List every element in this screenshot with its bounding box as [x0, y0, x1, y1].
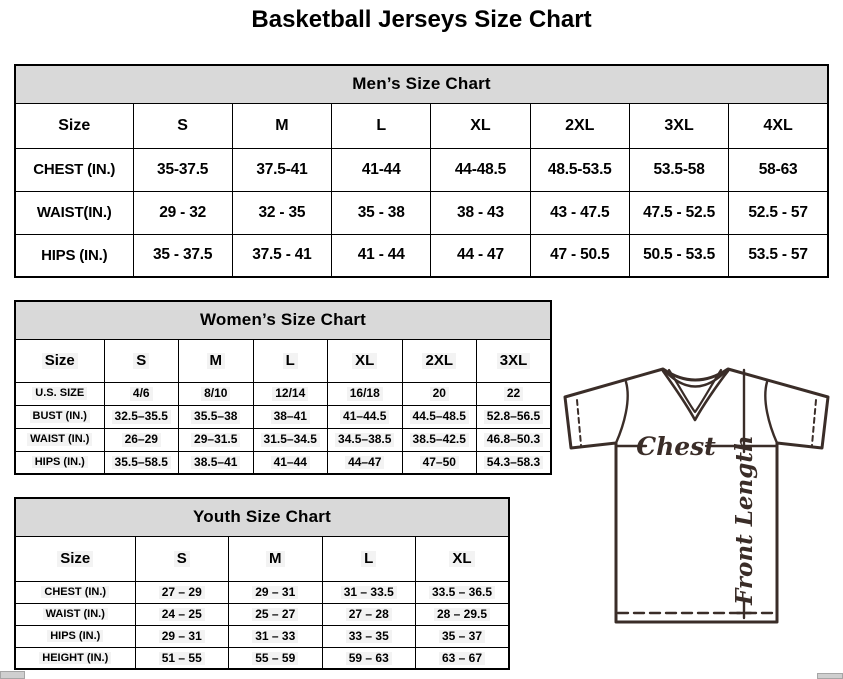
- cell-text: 46.8–50.3: [484, 433, 543, 446]
- table-title-row: [15, 301, 551, 339]
- cell-text: 12/14: [272, 387, 308, 400]
- value-cell: [135, 647, 229, 669]
- value-cell: [322, 603, 416, 625]
- row-label: [15, 603, 135, 625]
- value-cell: [416, 603, 510, 625]
- cell-text: 35 – 37: [439, 630, 485, 643]
- cell-text: HEIGHT (IN.): [39, 652, 111, 664]
- row-label: [15, 625, 135, 647]
- value-cell: [253, 405, 328, 428]
- size-column-header: [729, 103, 828, 148]
- size-column-header: [431, 103, 530, 148]
- cell-text: 47.5 - 52.5: [643, 203, 715, 221]
- value-cell: [322, 625, 416, 647]
- value-cell: [729, 234, 828, 277]
- cell-text: 2XL: [422, 353, 456, 370]
- cell-text: 53.5-58: [653, 160, 705, 178]
- value-cell: [229, 625, 323, 647]
- table-row: [15, 405, 551, 428]
- cell-text: 33 – 35: [346, 630, 392, 643]
- value-cell: [253, 451, 328, 474]
- value-cell: [416, 625, 510, 647]
- row-label: [15, 647, 135, 669]
- value-cell: [431, 148, 530, 191]
- cell-text: S: [177, 116, 188, 134]
- cell-text: 29 – 31: [159, 630, 205, 643]
- size-column-header: [402, 339, 477, 382]
- front-length-label: Front Length: [731, 435, 758, 605]
- cell-text: 38.5–41: [191, 456, 240, 469]
- row-label: [15, 234, 133, 277]
- value-cell: [179, 405, 254, 428]
- youth-table-title: Youth Size Chart: [15, 498, 509, 536]
- cell-text: 41 - 44: [357, 246, 405, 264]
- jersey-diagram-svg: [550, 355, 843, 645]
- cell-text: XL: [470, 116, 491, 134]
- row-label: [15, 428, 104, 451]
- value-cell: [104, 405, 179, 428]
- value-cell: [229, 603, 323, 625]
- table-row: [15, 428, 551, 451]
- value-cell: [322, 647, 416, 669]
- row-label: [15, 451, 104, 474]
- value-cell: [328, 405, 403, 428]
- cell-text: 63 – 67: [439, 652, 485, 665]
- row-label: [15, 382, 104, 405]
- table-title-row: [15, 65, 828, 103]
- cell-text: 43 - 47.5: [550, 203, 610, 221]
- value-cell: [232, 191, 331, 234]
- cell-text: 22: [504, 387, 523, 400]
- value-cell: [477, 428, 552, 451]
- value-cell: [179, 451, 254, 474]
- size-column-header: [416, 536, 510, 581]
- cell-text: 3XL: [664, 116, 694, 134]
- cell-text: L: [376, 116, 387, 134]
- cell-text: 44-48.5: [454, 160, 507, 178]
- cell-text: 35.5–38: [191, 410, 240, 423]
- cell-text: 35 - 37.5: [152, 246, 213, 264]
- value-cell: [179, 382, 254, 405]
- cell-text: L: [283, 353, 298, 370]
- cell-text: 59 – 63: [346, 652, 392, 665]
- cell-text: WAIST(IN.): [36, 204, 112, 221]
- cell-text: 38–41: [271, 410, 310, 423]
- table-row: [15, 625, 509, 647]
- cell-text: Size: [57, 551, 93, 568]
- value-cell: [328, 451, 403, 474]
- table-title-row: [15, 498, 509, 536]
- value-cell: [416, 647, 510, 669]
- cell-text: 47–50: [420, 456, 459, 469]
- size-column-header: [229, 536, 323, 581]
- value-cell: [253, 428, 328, 451]
- value-cell: [530, 148, 629, 191]
- size-header-row: [15, 536, 509, 581]
- value-cell: [229, 581, 323, 603]
- cell-text: 4XL: [763, 116, 793, 134]
- cell-text: 37.5 - 41: [252, 246, 312, 264]
- value-cell: [328, 382, 403, 405]
- cell-text: 25 – 27: [252, 608, 298, 621]
- value-cell: [104, 451, 179, 474]
- cell-text: 2XL: [565, 116, 595, 134]
- cell-text: BUST (IN.): [30, 410, 90, 422]
- cell-text: 29 - 32: [159, 203, 207, 221]
- jersey-measurement-diagram: [550, 355, 843, 645]
- cell-text: 32.5–35.5: [112, 410, 171, 423]
- row-label: [15, 148, 133, 191]
- cell-text: 29–31.5: [191, 433, 240, 446]
- cell-text: 4/6: [130, 387, 153, 400]
- size-corner-header: [15, 339, 104, 382]
- cell-text: 20: [430, 387, 449, 400]
- value-cell: [416, 581, 510, 603]
- value-cell: [431, 191, 530, 234]
- value-cell: [332, 191, 431, 234]
- table-row: [15, 191, 828, 234]
- table-row: [15, 234, 828, 277]
- size-column-header: [104, 339, 179, 382]
- cell-text: WAIST (IN.): [43, 608, 108, 620]
- cell-text: CHEST (IN.): [33, 161, 116, 178]
- jersey-outline: [565, 369, 828, 622]
- cell-text: L: [361, 551, 376, 568]
- value-cell: [477, 451, 552, 474]
- cell-text: 55 – 59: [252, 652, 298, 665]
- value-cell: [477, 382, 552, 405]
- cell-text: M: [207, 353, 226, 370]
- cell-text: M: [275, 116, 289, 134]
- value-cell: [328, 428, 403, 451]
- value-cell: [133, 148, 232, 191]
- cell-text: XL: [352, 353, 377, 370]
- size-column-header: [328, 339, 403, 382]
- cell-text: 31 – 33.5: [341, 586, 397, 599]
- value-cell: [530, 191, 629, 234]
- cell-text: U.S. SIZE: [32, 387, 87, 399]
- cell-text: 38.5–42.5: [410, 433, 469, 446]
- value-cell: [133, 234, 232, 277]
- table-row: [15, 148, 828, 191]
- cell-text: 44–47: [345, 456, 384, 469]
- cell-text: 8/10: [201, 387, 230, 400]
- value-cell: [322, 581, 416, 603]
- size-column-header: [332, 103, 431, 148]
- cell-text: 35-37.5: [157, 160, 209, 178]
- size-column-header: [530, 103, 629, 148]
- row-label: [15, 581, 135, 603]
- cell-text: 50.5 - 53.5: [643, 246, 715, 264]
- mens-size-chart-table: [14, 64, 829, 278]
- cell-text: 54.3–58.3: [484, 456, 543, 469]
- chest-label: Chest: [636, 432, 716, 461]
- value-cell: [232, 148, 331, 191]
- cell-text: S: [174, 551, 190, 568]
- cell-text: WAIST (IN.): [27, 433, 92, 445]
- cell-text: 33.5 – 36.5: [429, 586, 495, 599]
- womens-size-chart-table: [14, 300, 552, 475]
- cell-text: 44 - 47: [457, 246, 504, 264]
- cell-text: 48.5-53.5: [547, 160, 612, 178]
- value-cell: [104, 382, 179, 405]
- value-cell: [530, 234, 629, 277]
- value-cell: [104, 428, 179, 451]
- cell-text: 41–44.5: [340, 410, 389, 423]
- cell-text: 38 - 43: [457, 203, 504, 221]
- cell-text: 41–44: [271, 456, 310, 469]
- cell-text: 47 - 50.5: [550, 246, 610, 264]
- value-cell: [402, 405, 477, 428]
- value-cell: [135, 581, 229, 603]
- cell-text: HIPS (IN.): [47, 630, 103, 642]
- cell-text: 31.5–34.5: [261, 433, 320, 446]
- cell-text: Size: [42, 353, 78, 370]
- table-row: [15, 382, 551, 405]
- page-title: Basketball Jerseys Size Chart: [251, 6, 592, 33]
- cell-text: 27 – 29: [159, 586, 205, 599]
- cell-text: 53.5 - 57: [748, 246, 808, 264]
- size-column-header: [133, 103, 232, 148]
- cell-text: S: [133, 353, 149, 370]
- value-cell: [402, 451, 477, 474]
- size-corner-header: [15, 103, 133, 148]
- value-cell: [232, 234, 331, 277]
- cell-text: 3XL: [497, 353, 531, 370]
- cell-text: 24 – 25: [159, 608, 205, 621]
- size-corner-header: [15, 536, 135, 581]
- value-cell: [431, 234, 530, 277]
- value-cell: [729, 191, 828, 234]
- size-column-header: [629, 103, 728, 148]
- size-column-header: [232, 103, 331, 148]
- cell-text: 26–29: [122, 433, 161, 446]
- size-header-row: [15, 339, 551, 382]
- scrollbar-fragment-left[interactable]: [0, 671, 25, 679]
- cell-text: 58-63: [758, 160, 798, 178]
- cell-text: 35 - 38: [357, 203, 405, 221]
- value-cell: [629, 148, 728, 191]
- cell-text: 51 – 55: [159, 652, 205, 665]
- table-row: [15, 647, 509, 669]
- cell-text: 27 – 28: [346, 608, 392, 621]
- cell-text: 28 – 29.5: [434, 608, 490, 621]
- value-cell: [229, 647, 323, 669]
- cell-text: 16/18: [347, 387, 383, 400]
- cell-text: M: [266, 551, 285, 568]
- cell-text: 37.5-41: [256, 160, 308, 178]
- value-cell: [402, 428, 477, 451]
- cell-text: 32 - 35: [258, 203, 306, 221]
- value-cell: [135, 625, 229, 647]
- size-header-row: [15, 103, 828, 148]
- size-column-header: [135, 536, 229, 581]
- value-cell: [629, 191, 728, 234]
- value-cell: [135, 603, 229, 625]
- cell-text: 52.8–56.5: [484, 410, 543, 423]
- scrollbar-fragment-right[interactable]: [817, 673, 843, 679]
- cell-text: CHEST (IN.): [41, 586, 109, 598]
- value-cell: [402, 382, 477, 405]
- table-row: [15, 451, 551, 474]
- size-column-header: [253, 339, 328, 382]
- row-label: [15, 405, 104, 428]
- value-cell: [629, 234, 728, 277]
- value-cell: [332, 148, 431, 191]
- cell-text: HIPS (IN.): [41, 246, 108, 264]
- men-table-title: Men’s Size Chart: [15, 65, 828, 103]
- cell-text: 44.5–48.5: [410, 410, 469, 423]
- value-cell: [729, 148, 828, 191]
- value-cell: [253, 382, 328, 405]
- size-column-header: [179, 339, 254, 382]
- cell-text: 52.5 - 57: [748, 203, 808, 221]
- size-column-header: [322, 536, 416, 581]
- row-label: [15, 191, 133, 234]
- table-row: [15, 603, 509, 625]
- table-row: [15, 581, 509, 603]
- cell-text: 29 – 31: [252, 586, 298, 599]
- value-cell: [179, 428, 254, 451]
- cell-text: Size: [58, 116, 91, 134]
- cell-text: XL: [449, 551, 474, 568]
- cell-text: 34.5–38.5: [335, 433, 394, 446]
- cell-text: 41-44: [361, 160, 401, 178]
- size-column-header: [477, 339, 552, 382]
- women-table-title: Women’s Size Chart: [15, 301, 551, 339]
- cell-text: 35.5–58.5: [112, 456, 171, 469]
- cell-text: HIPS (IN.): [32, 456, 88, 468]
- youth-size-chart-table: [14, 497, 510, 670]
- value-cell: [332, 234, 431, 277]
- value-cell: [133, 191, 232, 234]
- cell-text: 31 – 33: [252, 630, 298, 643]
- value-cell: [477, 405, 552, 428]
